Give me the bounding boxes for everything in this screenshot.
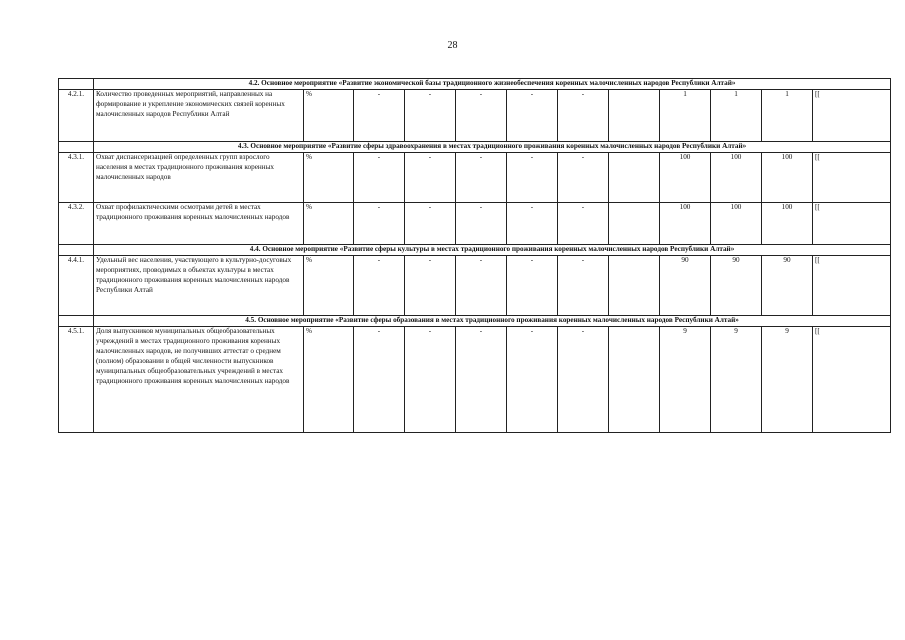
section-title: 4.2. Основное мероприятие «Развитие экономической базы традиционного жизнеобеспечения коренных малочисленных народов Республики Алтай» — [94, 79, 891, 90]
section-header-row — [59, 79, 891, 90]
value-cell: 1 — [762, 90, 813, 142]
indicator-code: 4.2.1. — [59, 90, 94, 142]
dash-cell: - — [507, 203, 558, 245]
indicator-code: 4.3.2. — [59, 203, 94, 245]
table-row — [59, 203, 891, 245]
dash-cell: - — [354, 256, 405, 316]
unit-cell: % — [304, 327, 354, 433]
value-cell: 1 — [711, 90, 762, 142]
indicator-code: 4.4.1. — [59, 256, 94, 316]
note-cell: [[ — [813, 203, 891, 245]
indicator-code: 4.5.1. — [59, 327, 94, 433]
dash-cell: - — [507, 327, 558, 433]
table-body — [59, 79, 891, 433]
dash-cell: - — [456, 327, 507, 433]
note-cell: [[ — [813, 327, 891, 433]
dash-cell: - — [405, 90, 456, 142]
indicator-name: Удельный вес населения, участвующего в культурно-досуговых мероприятиях, проводимых в объектах культуры в местах традиционного проживания коренных малочисленных народов Республики Алтай — [94, 256, 304, 316]
dash-cell: - — [456, 256, 507, 316]
dash-cell: - — [558, 153, 609, 203]
value-cell: 9 — [762, 327, 813, 433]
dash-cell: - — [507, 256, 558, 316]
section-header-row — [59, 316, 891, 327]
dash-cell: - — [507, 90, 558, 142]
table-row — [59, 256, 891, 316]
empty-cell — [609, 327, 660, 433]
empty-cell — [59, 245, 94, 256]
dash-cell: - — [405, 203, 456, 245]
section-title: 4.3. Основное мероприятие «Развитие сферы здравоохранения в местах традиционного проживания коренных малочисленных народов Республики Алтай» — [94, 142, 891, 153]
value-cell: 90 — [711, 256, 762, 316]
value-cell: 90 — [762, 256, 813, 316]
table-row — [59, 153, 891, 203]
unit-cell: % — [304, 153, 354, 203]
dash-cell: - — [354, 153, 405, 203]
value-cell: 100 — [711, 153, 762, 203]
value-cell: 9 — [660, 327, 711, 433]
dash-cell: - — [507, 153, 558, 203]
dash-cell: - — [558, 327, 609, 433]
dash-cell: - — [456, 203, 507, 245]
indicator-name: Количество проведенных мероприятий, направленных на формирование и укрепление экономических связей коренных малочисленных народов Республики Алтай — [94, 90, 304, 142]
unit-cell: % — [304, 90, 354, 142]
dash-cell: - — [456, 153, 507, 203]
section-title: 4.4. Основное мероприятие «Развитие сферы культуры в местах традиционного проживания коренных малочисленных народов Республики Алтай» — [94, 245, 891, 256]
section-header-row — [59, 245, 891, 256]
empty-cell — [609, 90, 660, 142]
dash-cell: - — [456, 90, 507, 142]
note-cell: [[ — [813, 90, 891, 142]
dash-cell: - — [405, 256, 456, 316]
section-title: 4.5. Основное мероприятие «Развитие сферы образования в местах традиционного проживания коренных малочисленных народов Республики Алтай» — [94, 316, 891, 327]
dash-cell: - — [405, 153, 456, 203]
dash-cell: - — [354, 90, 405, 142]
unit-cell: % — [304, 203, 354, 245]
indicator-name: Охват диспансеризацией определенных групп взрослого населения в местах традиционного проживания коренных малочисленных народов — [94, 153, 304, 203]
unit-cell: % — [304, 256, 354, 316]
dash-cell: - — [558, 256, 609, 316]
value-cell: 9 — [711, 327, 762, 433]
empty-cell — [59, 142, 94, 153]
value-cell: 100 — [762, 203, 813, 245]
note-cell: [[ — [813, 153, 891, 203]
value-cell: 100 — [762, 153, 813, 203]
section-header-row — [59, 142, 891, 153]
indicators-table — [58, 78, 891, 433]
value-cell: 100 — [660, 203, 711, 245]
dash-cell: - — [354, 327, 405, 433]
dash-cell: - — [405, 327, 456, 433]
empty-cell — [609, 153, 660, 203]
value-cell: 100 — [711, 203, 762, 245]
dash-cell: - — [558, 90, 609, 142]
value-cell: 100 — [660, 153, 711, 203]
value-cell: 1 — [660, 90, 711, 142]
empty-cell — [609, 256, 660, 316]
empty-cell — [609, 203, 660, 245]
dash-cell: - — [558, 203, 609, 245]
empty-cell — [59, 79, 94, 90]
indicator-name: Охват профилактическими осмотрами детей в местах традиционного проживания коренных малочисленных народов — [94, 203, 304, 245]
page-number: 28 — [447, 40, 458, 51]
table-row — [59, 327, 891, 433]
value-cell: 90 — [660, 256, 711, 316]
table-row — [59, 90, 891, 142]
indicator-name: Доля выпускников муниципальных общеобразовательных учреждений в местах традиционного проживания коренных малочисленных народов, не получивших аттестат о среднем (полном) образовании в общей численности выпускников муниципальных общеобразовательных учреждений в местах традиционного проживания коренных малочисленных народов — [94, 327, 304, 433]
indicator-code: 4.3.1. — [59, 153, 94, 203]
dash-cell: - — [354, 203, 405, 245]
note-cell: [[ — [813, 256, 891, 316]
empty-cell — [59, 316, 94, 327]
